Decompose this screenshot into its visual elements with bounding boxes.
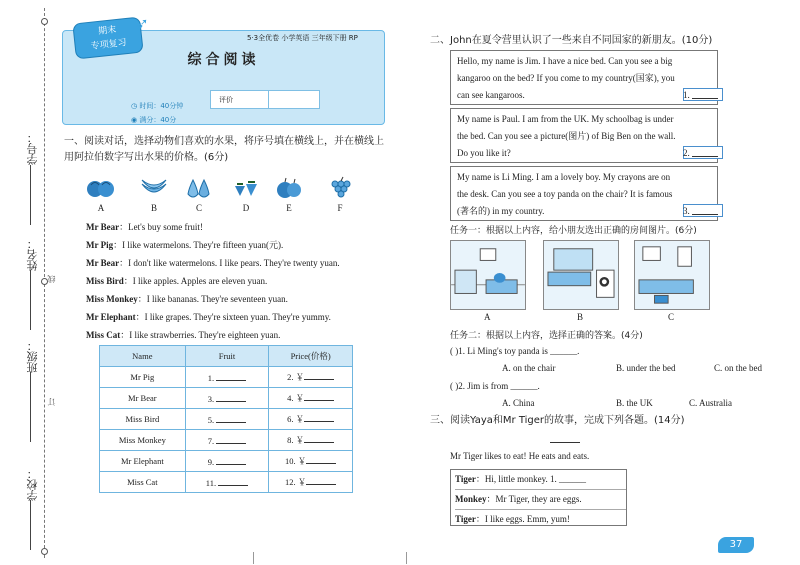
fruit-answer-cell[interactable]: 5. (185, 409, 269, 430)
part3-title: 三、阅读Yaya和Mr Tiger的故事，完成下列各题。(14分) (430, 415, 685, 426)
card-line: the desk. Can you see a toy panda on the chair? It is famous (457, 189, 673, 199)
fruit-answer-cell[interactable]: 3. (185, 388, 269, 409)
row-name: Mr Elephant (100, 451, 186, 472)
binding-hole (41, 18, 48, 25)
price-answer-cell[interactable]: 8. ￥ (269, 430, 353, 451)
task1-instruction: 任务一：根据以上内容，给小朋友选出正确的房间图片。(6分) (450, 226, 697, 236)
fruit-answer-cell[interactable]: 1. (185, 367, 269, 388)
mc-option[interactable]: B. under the bed (616, 363, 676, 373)
row-name: Miss Bird (100, 409, 186, 430)
table-header: Price(价格) (269, 346, 353, 367)
card-line: kangaroo on the bed? If you come to my country(国家), you (457, 73, 675, 83)
bind-line-label: 订 (47, 398, 56, 406)
clock-icon: ◷ (131, 102, 138, 110)
badge-line-2: 专项复习 (90, 38, 128, 52)
picture-label: C (668, 312, 675, 322)
friend-card-paul (450, 108, 718, 163)
page-title: 综合阅读 (187, 52, 260, 68)
mc-option[interactable]: C. Australia (689, 398, 732, 408)
table-row (100, 451, 353, 472)
fruit-answer-cell[interactable]: 9. (185, 451, 269, 472)
story-intro: Mr Tiger likes to eat! He eats and eats. (450, 451, 590, 461)
binding-hole (41, 548, 48, 555)
card-line: My name is Li Ming. I am a lovely boy. My crayons are on (457, 172, 671, 182)
rocket-icon: ➶ (134, 14, 150, 35)
fruit-answer-cell[interactable]: 11. (185, 472, 269, 493)
gutter-mark (406, 552, 407, 564)
badge-line-1: 期末 (97, 25, 117, 37)
table-row (100, 367, 353, 388)
answer-box[interactable]: 1. (683, 88, 723, 101)
card-line: (著名的) in my country. (457, 206, 545, 216)
story-title-blank[interactable] (550, 442, 580, 443)
price-answer-cell[interactable]: 6. ￥ (269, 409, 353, 430)
mc-question-1[interactable]: ( )1. Li Ming's toy panda is ______. (450, 346, 580, 356)
mc-option[interactable]: B. the UK (616, 398, 653, 408)
school-field[interactable] (30, 500, 31, 550)
class-label: 班级： (26, 340, 39, 373)
price-answer-cell[interactable]: 4. ￥ (269, 388, 353, 409)
price-answer-cell[interactable]: 12. ￥ (269, 472, 353, 493)
table-row (100, 388, 353, 409)
table-header: Fruit (185, 346, 269, 367)
dialogue-line: Miss Monkey：I like bananas. They're seventeen yuan. (86, 294, 288, 304)
student-id-label: 学号： (26, 132, 39, 165)
dialogue-line: Monkey：Mr Tiger, they are eggs. (455, 490, 626, 510)
apple-icon (274, 176, 304, 200)
class-field[interactable] (30, 372, 31, 442)
book-title: 5·3全优卷 小学英语 三年级下册 RP (247, 34, 358, 42)
dialogue-line: Mr Bear：Let's buy some fruit! (86, 222, 203, 232)
table-row (100, 472, 353, 493)
picture-label: A (484, 312, 491, 322)
fruit-answer-cell[interactable]: 7. (185, 430, 269, 451)
watermelon-icon (86, 176, 116, 200)
table-row (100, 430, 353, 451)
card-line: Hello, my name is Jim. I have a nice bed. Can you see a big (457, 56, 673, 66)
fruit-letter: B (150, 203, 157, 213)
student-id-field[interactable] (30, 165, 31, 225)
table-header: Name (100, 346, 186, 367)
friend-card-liming (450, 166, 718, 221)
pear-icon (184, 176, 214, 200)
part2-title: 二、John在夏令营里认识了一些来自不同国家的新朋友。(10分) (430, 35, 713, 46)
card-line: My name is Paul. I am from the UK. My schoolbag is under (457, 114, 674, 124)
fruit-letter: D (242, 203, 250, 213)
mc-option[interactable]: C. on the bed (714, 363, 762, 373)
name-label: 姓名： (26, 238, 39, 271)
mc-option[interactable]: A. on the chair (502, 363, 556, 373)
school-label: 学校： (26, 468, 39, 501)
answer-box[interactable]: 3. (683, 204, 723, 217)
card-line: the bed. Can you see a picture(图片) of Big Ben on the wall. (457, 131, 676, 141)
fruit-letter: A (97, 203, 105, 213)
cut-line-label: 线 (47, 275, 56, 283)
room-picture-b[interactable] (543, 240, 619, 310)
task2-instruction: 任务二：根据以上内容，选择正确的答案。(4分) (450, 331, 643, 341)
card-line: can see kangaroos. (457, 90, 525, 100)
dialogue-line: Tiger：Hi, little monkey. 1. ______ (455, 470, 626, 490)
room-picture-c[interactable] (634, 240, 710, 310)
row-name: Miss Cat (100, 472, 186, 493)
fruit-letter: E (286, 203, 292, 213)
dialogue-line: Mr Bear：I don't like watermelons. I like pears. They're twenty yuan. (86, 258, 340, 268)
dialogue-line: Mr Pig：I like watermelons. They're fifteen yuan(元). (86, 240, 284, 250)
page-number: 37 (718, 537, 754, 553)
price-answer-cell[interactable]: 2. ￥ (269, 367, 353, 388)
price-answer-cell[interactable]: 10. ￥ (269, 451, 353, 472)
strawberry-icon (231, 176, 261, 200)
grading-box[interactable] (210, 90, 320, 109)
answer-box[interactable]: 2. (683, 146, 723, 159)
story-dialogue (450, 469, 627, 526)
dialogue-line: Miss Cat：I like strawberries. They're eighteen yuan. (86, 330, 281, 340)
fruit-price-table (99, 345, 353, 493)
mc-option[interactable]: A. China (502, 398, 535, 408)
row-name: Miss Monkey (100, 430, 186, 451)
review-badge (72, 17, 143, 60)
table-row (100, 409, 353, 430)
row-name: Mr Pig (100, 367, 186, 388)
dialogue-line: Tiger：I like eggs. Emm, yum! (455, 514, 570, 524)
check-icon: ◉ (131, 116, 138, 124)
part1-title: 一、阅读对话，选择动物们喜欢的水果，将序号填在横线上，并在横线上用阿拉伯数字写出水果的价格。(6分) (64, 136, 384, 163)
gutter-mark (253, 552, 254, 564)
friend-card-jim (450, 50, 718, 105)
fruit-letter: F (337, 203, 343, 213)
fruit-letter: C (195, 203, 202, 213)
banana-icon (139, 176, 169, 200)
grape-icon (325, 176, 355, 200)
name-field[interactable] (30, 270, 31, 330)
room-picture-a[interactable] (450, 240, 526, 310)
full-score: ◉ 满分：40分 (131, 116, 177, 124)
dialogue-line: Miss Bird：I like apples. Apples are eleven yuan. (86, 276, 268, 286)
card-line: Do you like it? (457, 148, 511, 158)
time-limit: ◷ 时间：40分钟 (131, 102, 184, 110)
grading-label: 评价 (219, 96, 233, 104)
row-name: Mr Bear (100, 388, 186, 409)
mc-question-2[interactable]: ( )2. Jim is from ______. (450, 381, 540, 391)
picture-label: B (577, 312, 584, 322)
dialogue-line: Mr Elephant：I like grapes. They're sixteen yuan. They're yummy. (86, 312, 331, 322)
